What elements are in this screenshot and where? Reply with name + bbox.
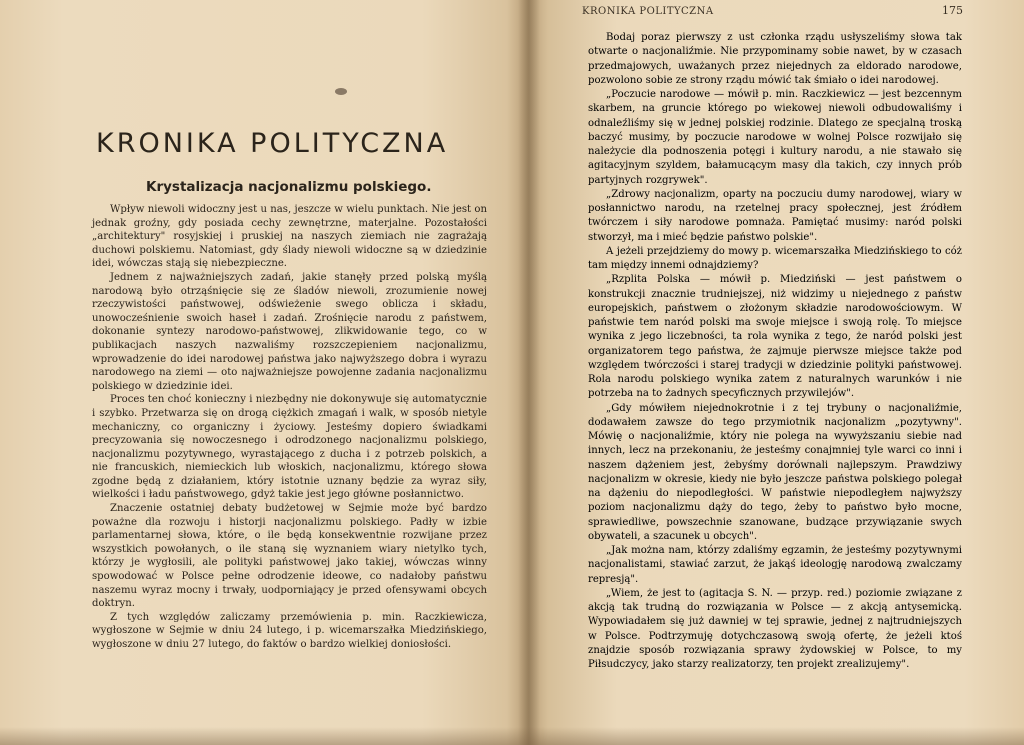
running-head: KRONIKA POLITYCZNA <box>582 6 714 17</box>
paragraph: Znaczenie ostatniej debaty budżetowej w Sejmie może być bardzo poważne dla rozwoju i historji nacjonalizmu polskiego. Padły w izbie parlamentarnej słowa, które, o ile będą konsekwentnie rozwijane przez wszystkich powołanych, o ile staną się wyznaniem wiary nietylko tych, którzy je wygłosili, ale polityki państwowej jako takiej, wówczas winny spowodować w Polsce pełne odrodzenie ideowe, co nadałoby państwu naszemu wyraz mocny i trwały, uodporniający je przed ofensywami obcych doktryn. <box>92 503 487 610</box>
article-title: Krystalizacja nacjonalizmu polskiego. <box>146 179 432 195</box>
paragraph: „Wiem, że jest to (agitacja S. N. — przyp. red.) poziomie związane z akcją tak trudną do rozwiązania w Polsce — z akcją antysemicką. Wypowiadałem się już dawniej w tej sprawie, jednej z najtrudniejszych w Polsce. Podtrzymuję dotychczasową swoją ofertę, że jeżeli ktoś znajdzie sposób rozwiązania sprawy żydowskiej w Polsce, to my Piłsudczycy, jako starzy realizatorzy, ten projekt zrealizujemy". <box>588 587 962 670</box>
page-bottom-edge <box>0 727 1024 745</box>
left-page-body <box>92 203 487 652</box>
ink-stain <box>335 88 347 95</box>
paragraph: Wpływ niewoli widoczny jest u nas, jeszcze w wielu punktach. Nie jest on jednak groźny, gdy posiada cechy zewnętrzne, materjalne. Pozostałości „architektury" rosyjskiej i pruskiej na naszych ziemiach nie zagrażają duchowi polskiemu. Natomiast, gdy ślady niewoli widoczne są w dziedzinie idei, wówczas stają się niebezpieczne. <box>92 204 487 270</box>
paragraph: Jednem z najważniejszych zadań, jakie stanęły przed polską myślą narodową było otrząśnięcie się ze śladów niewoli, zrozumienie nowej rzeczywistości państwowej, odświeżenie swego oblicza i składu, unowocześnienie swoich haseł i zadań. Zrośnięcie narodu z państwem, dokonanie syntezy narodowo-państwowej, zlikwidowanie tego, co w publikacjach naszych nazwaliśmy rozszczepieniem nacjonalizmu, wprowadzenie do idei narodowej państwa jako najwyższego dobra i wyrazu narodowego na ziemi — oto najważniejsze powojenne zadania nacjonalizmu polskiego w dziedzinie idei. <box>92 271 487 392</box>
paragraph: „Rzplita Polska — mówił p. Miedziński — jest państwem o konstrukcji znacznie trudniejszej, niż widzimy u niejednego z państw europejskich, państwem o złożonym składzie narodowościowym. W państwie tem naród polski ma swoje miejsce i swoją rolę. To miejsce wynika z jego liczebności, ta rola wynika z tego, że naród polski jest organizatorem tego państwa, że zajmuje pierwsze miejsce także pod względem twórczości i starej tradycji w dziedzinie polityki państwowej. Rola narodu polskiego wynika zatem z naturalnych warunków i nie potrzeba na to żadnych specyficznych przywilejów". <box>588 274 962 400</box>
paragraph: „Gdy mówiłem niejednokrotnie i z tej trybuny o nacjonaliźmie, dodawałem zawsze do tego przymiotnik nacjonalizm „pozytywny". Mówię o nacjonaliźmie, który nie polega na wywyższaniu siebie nad innych, lecz na przekonaniu, że jesteśmy conajmniej tyle warci co inni i naszem dążeniem jest, żebyśmy dorównali najlepszym. Prawdziwy nacjonalizm w okresie, kiedy nie było jeszcze państwa polskiego polegał na dążeniu do niepodległości. W państwie niepodległem najwyższy poziom nacjonalizmu dąży do tego, żeby to państwo było mocne, sprawiedliwe, powszechnie szanowane, budzące przywiązanie swych obywateli, a szacunek u obcych". <box>588 402 962 542</box>
paragraph: „Zdrowy nacjonalizm, oparty na poczuciu dumy narodowej, wiary w posłannictwo narodu, na rzetelnej pracy społecznej, jest źródłem twórczem i siły narodowe pomnaża. Pamiętać musimy: naród polski stworzył, ma i mieć będzie państwo polskie". <box>588 188 962 243</box>
paragraph: Z tych względów zaliczamy przemówienia p. min. Raczkiewicza, wygłoszone w Sejmie w dniu 24 lutego, i p. wicemarszałka Miedzińskiego, wygłoszone w dniu 27 lutego, do faktów o bardzo wielkiej doniosłości. <box>92 611 487 650</box>
right-page-body <box>588 31 962 672</box>
paragraph: Bodaj poraz pierwszy z ust członka rządu usłyszeliśmy słowa tak otwarte o nacjonaliźmie. Nie przypominamy sobie nawet, by w czasach przedmajowych, uważanych przez niejednych za eldorado narodowe, pozwolono sobie ze strony rządu mówić tak śmiało o idei narodowej. <box>588 32 962 86</box>
book-gutter <box>518 0 540 745</box>
paragraph: „Jak można nam, którzy zdaliśmy egzamin, że jesteśmy pozytywnymi nacjonalistami, stawiać zarzut, że jakąś ideologję narodową zwalczamy represją". <box>588 545 962 585</box>
page-number: 175 <box>942 4 963 17</box>
paragraph: „Poczucie narodowe — mówił p. min. Raczkiewicz — jest bezcennym skarbem, na gruncie którego po wiekowej niewoli odbudowaliśmy i odnaleźliśmy się w jednej polskiej rodzinie. Dlatego ze specjalną troską baczyć musimy, by poczucie narodowe w wolnej Polsce rozwijało się należycie dla podnoszenia potęgi i kultury narodu, a nie stawało się agitacyjnym szyldem, bałamucącym masy dla takich, czy innych prób partyjnych rozgrywek". <box>588 89 962 186</box>
chapter-title: KRONIKA POLITYCZNA <box>96 128 449 159</box>
paragraph: Proces ten choć konieczny i niezbędny nie dokonywuje się automatycznie i szybko. Przetwarza się on drogą ciężkich zmagań i walk, w sposób nietyle mechaniczny, co organiczny i życiowy. Jesteśmy dopiero świadkami precyzowania się nowoczesnego i odrodzonego nacjonalizmu polskiego, nacjonalizmu pozytywnego, wyrastającego z ducha i z potrzeb polskich, a nie francuskich, niemieckich lub włoskich, nacjonalizmu, którego słowa zgodne będą z działaniem, który istotnie uznany będzie za wyraz siły, wielkości i ładu państwowego, gdyż takie jest jego główne posłannictwo. <box>92 394 487 501</box>
paragraph: A jeżeli przejdziemy do mowy p. wicemarszałka Miedzińskiego to cóż tam między innemi odnajdziemy? <box>588 245 962 271</box>
